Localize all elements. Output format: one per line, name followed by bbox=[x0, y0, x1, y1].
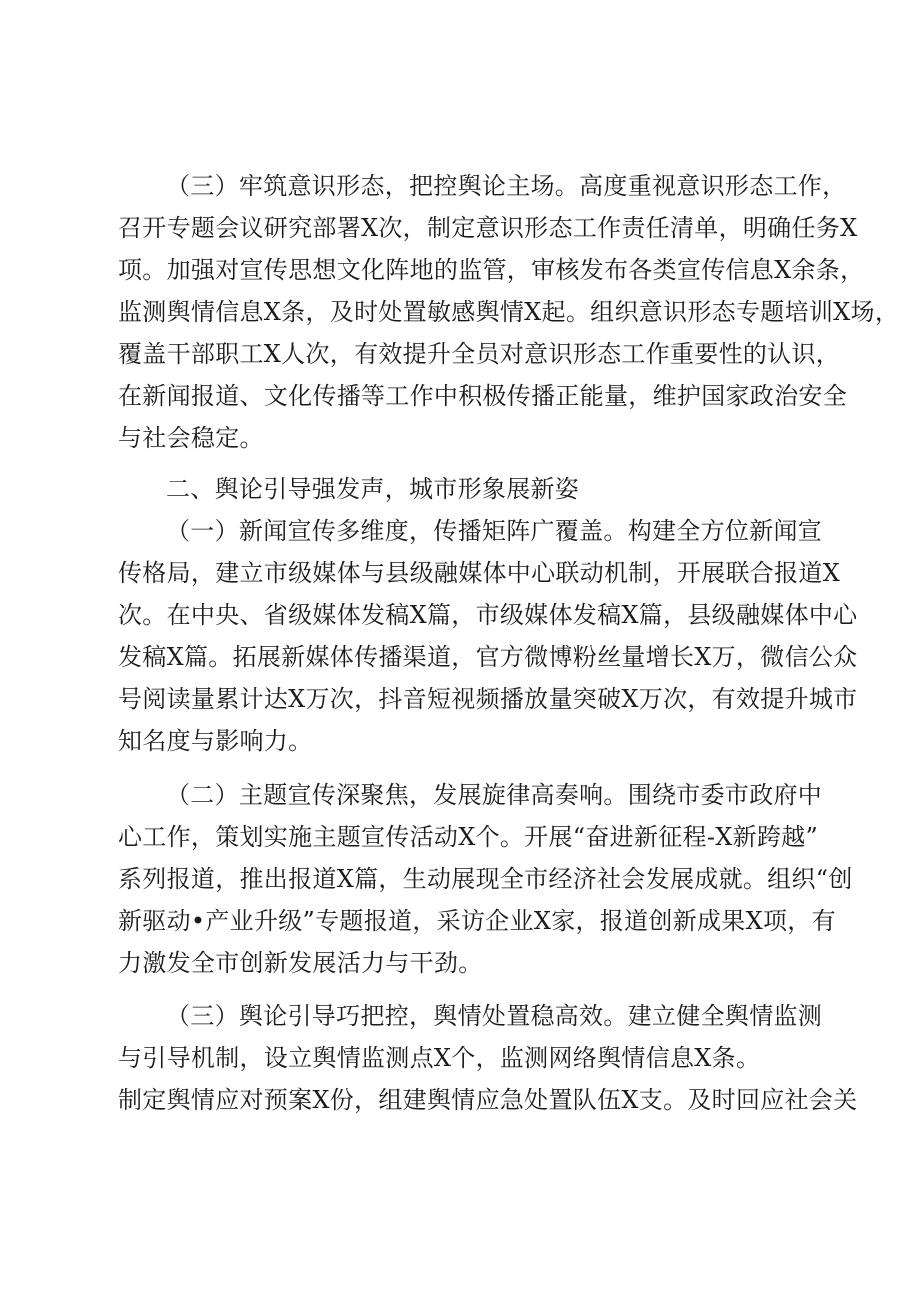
section-heading: 二、舆论引导强发声，城市形象展新姿 bbox=[166, 475, 580, 503]
paragraph-line: 召开专题会议研究部署X次，制定意识形态工作责任清单，明确任务X bbox=[118, 214, 858, 242]
paragraph-line: 知名度与影响力。 bbox=[118, 727, 313, 755]
paragraph-line: 心工作，策划实施主题宣传活动X个。开展“奋进新征程-X新跨越” bbox=[118, 823, 819, 851]
paragraph-line: 发稿X篇。拓展新媒体传播渠道，官方微博粉丝量增长X万，微信公众 bbox=[118, 643, 858, 671]
paragraph-line: （一）新闻宣传多维度，传播矩阵广覆盖。构建全方位新闻宣 bbox=[166, 517, 823, 545]
paragraph-line: 新驱动•产业升级”专题报道，采访企业X家，报道创新成果X项，有 bbox=[118, 907, 836, 935]
paragraph-line: （三）舆论引导巧把控，舆情处置稳高效。建立健全舆情监测 bbox=[166, 1002, 823, 1030]
paragraph-line: 项。加强对宣传思想文化阵地的监管，审核发布各类宣传信息X余条， bbox=[118, 256, 865, 284]
paragraph-line: 与社会稳定。 bbox=[118, 424, 264, 452]
paragraph-line: 力激发全市创新发展活力与干劲。 bbox=[118, 949, 483, 977]
paragraph-line: 与引导机制，设立舆情监测点X个，监测网络舆情信息X条。 bbox=[118, 1044, 761, 1072]
paragraph-line: 次。在中央、省级媒体发稿X篇，市级媒体发稿X篇，县级融媒体中心 bbox=[118, 601, 858, 629]
paragraph-line: 系列报道，推出报道X篇，生动展现全市经济社会发展成就。组织“创 bbox=[118, 865, 853, 893]
paragraph-line: 传格局，建立市级媒体与县级融媒体中心联动机制，开展联合报道X bbox=[118, 559, 841, 587]
paragraph-line: 监测舆情信息X条，及时处置敏感舆情X起。组织意识形态专题培训X场， bbox=[118, 298, 900, 326]
paragraph-line: （三）牢筑意识形态，把控舆论主场。高度重视意识形态工作， bbox=[166, 172, 847, 200]
paragraph-line: 制定舆情应对预案X份，组建舆情应急处置队伍X支。及时回应社会关 bbox=[118, 1086, 858, 1114]
paragraph-line: 在新闻报道、文化传播等工作中积极传播正能量，维护国家政治安全 bbox=[118, 382, 847, 410]
paragraph-line: 号阅读量累计达X万次，抖音短视频播放量突破X万次，有效提升城市 bbox=[118, 685, 858, 713]
paragraph-line: 覆盖干部职工X人次，有效提升全员对意识形态工作重要性的认识， bbox=[118, 340, 841, 368]
paragraph-line: （二）主题宣传深聚焦，发展旋律高奏响。围绕市委市政府中 bbox=[166, 781, 823, 809]
